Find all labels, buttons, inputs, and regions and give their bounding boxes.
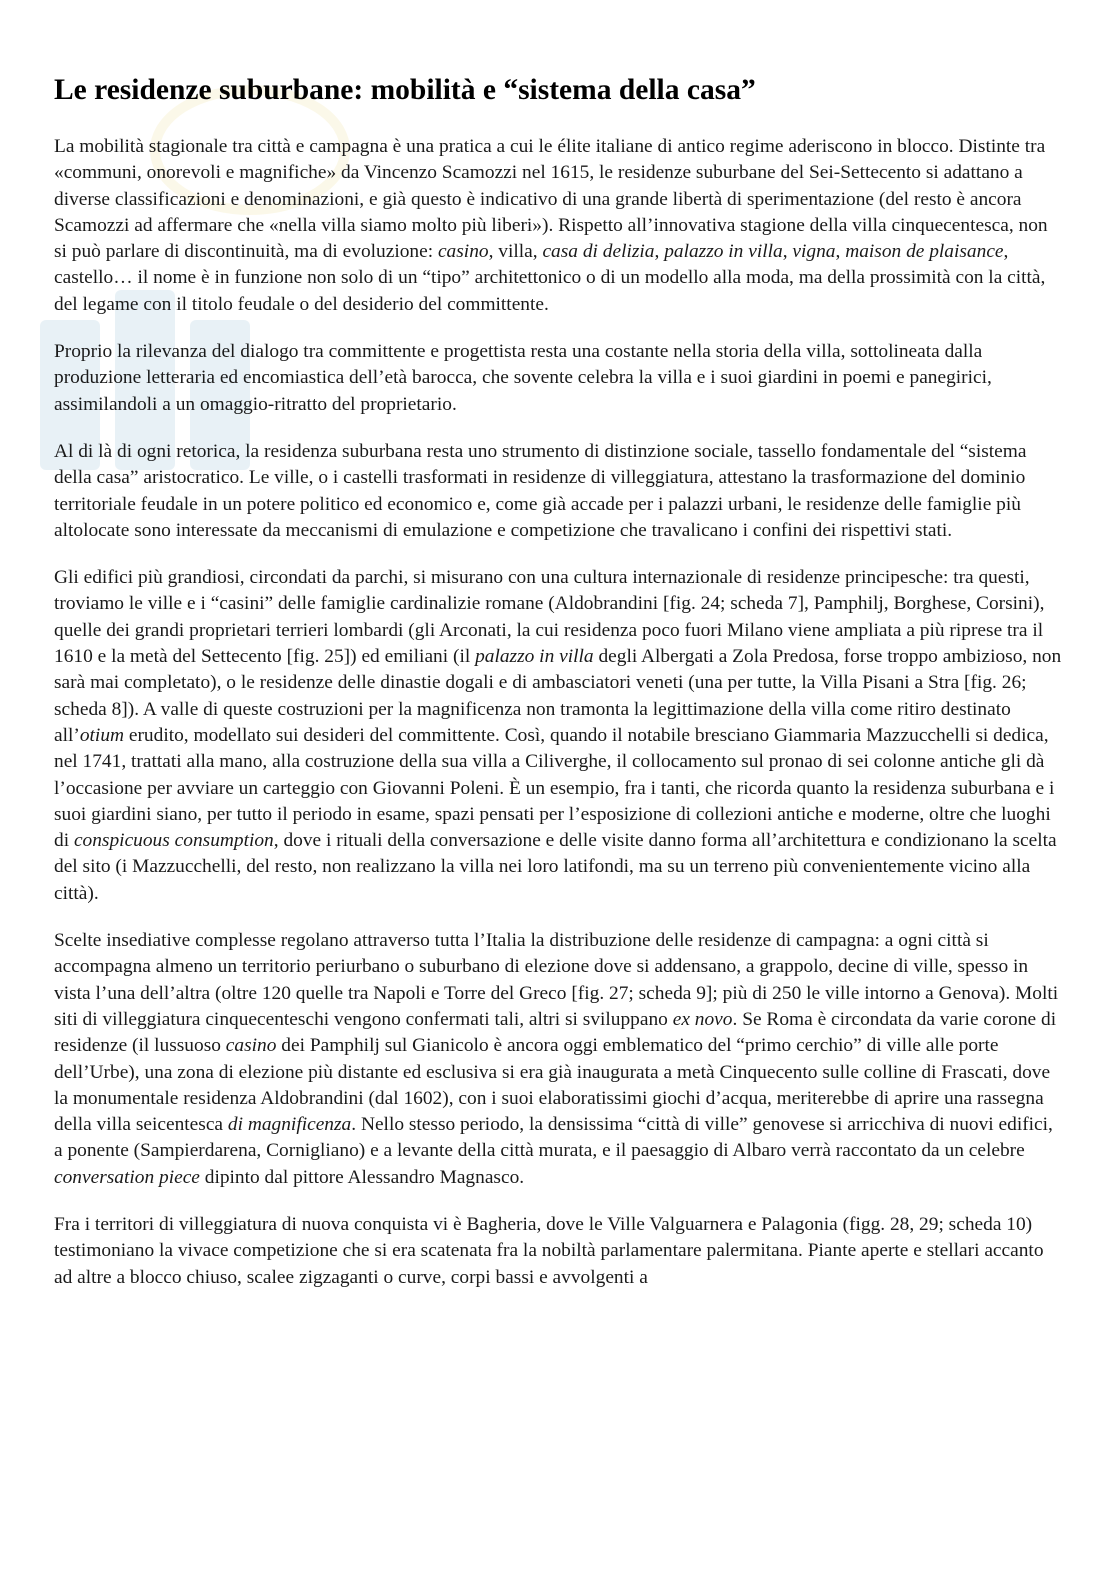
italic-run: casa di delizia <box>542 241 655 263</box>
text-run: La mobilità stagionale tra città e campagna è una pratica a cui le élite italiane di antico regime aderiscono in blocco. Distinte tra «communi, onorevoli e magnifiche» da Vincenzo Scamozzi nel 1615, le residenze suburbane del Sei-Settecento si adattano a diverse classificazioni e denominazioni, e già questo è indicativo di una grande libertà di sperimentazione (del resto è ancora Scamozzi ad affermare che «nella villa siamo molto più liberi»). Rispetto all’innovativa stagione della villa cinquecentesca, non si può parlare di discontinuità, ma di evoluzione: <box>54 136 1048 263</box>
text-run: , dove i rituali della conversazione e delle visite danno forma all’architettura e condizionano la scelta del sito (i Mazzucchelli, del resto, non realizzano la villa nei loro latifondi, ma su un terreno più convenientemente vicino alla città). <box>54 830 1057 904</box>
text-run: Gli edifici più grandiosi, circondati da parchi, si misurano con una cultura internazionale di residenze principesche: tra questi, troviamo le ville e i “casini” delle famiglie cardinalizie romane (Aldobrandini [fig. 24; scheda 7], Pamphilj, Borghese, Corsini), quelle dei grandi proprietari terrieri lombardi (gli Arconati, la cui residenza poco fuori Milano viene ampliata a più riprese tra il 1610 e la metà del Settecento [fig. 25]) ed emiliani (il <box>54 567 1045 668</box>
paragraph <box>54 1212 1064 1291</box>
text-run: , <box>654 241 665 263</box>
italic-run: di magnificenza <box>227 1114 352 1136</box>
text-run: Scelte insediative complesse regolano attraverso tutta l’Italia la distribuzione delle residenze di campagna: a ogni città si accompagna almeno un territorio periurbano o suburbano di elezione dove si addensano, a grappolo, decine di ville, spesso in vista l’una dell’altra (oltre 120 quelle tra Napoli e Torre del Greco [fig. 27; scheda 9]; più di 250 le ville intorno a Genova). Molti siti di villeggiatura cinquecenteschi vengono confermati tali, altri si sviluppano <box>54 930 1059 1030</box>
text-run: Proprio la rilevanza del dialogo tra committente e progettista resta una costante nella storia della villa, sottolineata dalla produzione letteraria ed encomiastica dell’età barocca, che sovente celebra la villa e i suoi giardini in poemi e panegirici, assimilandoli a un omaggio-ritratto del proprietario. <box>54 341 992 415</box>
italic-run: conspicuous consumption <box>73 830 274 852</box>
page-title: Le residenze suburbane: mobilità e “sistema della casa” <box>54 74 756 106</box>
italic-run: palazzo in villa <box>664 241 783 263</box>
italic-run: casino <box>225 1035 277 1057</box>
text-run: Al di là di ogni retorica, la residenza suburbana resta uno strumento di distinzione sociale, tassello fondamentale del “sistema della casa” aristocratico. Le ville, o i castelli trasformati in residenze di villeggiatura, attestano la trasformazione del dominio territoriale feudale in un potere politico ed economico e, come già accade per i palazzi urbani, le residenze delle famiglie più altolocate sono interessate da meccanismi di emulazione e competizione che travalicano i confini dei rispettivi stati. <box>54 440 1027 541</box>
text-run: . Se Roma è circondata da varie corone di residenze (il lussuoso <box>54 1008 1057 1057</box>
text-run: , <box>782 241 793 263</box>
text-run: , villa, <box>488 241 543 263</box>
italic-run: otium <box>79 724 125 746</box>
paragraph <box>54 439 1064 544</box>
text-run: Fra i territori di villeggiatura di nuova conquista vi è Bagheria, dove le Ville Valguarnera e Palagonia (figg. 28, 29; scheda 10) testimoniano la vivace competizione che si era scatenata fra la nobiltà parlamentare palermitana. Piante aperte e stellari accanto ad altre a blocco chiuso, scalee zigzaganti o curve, corpi bassi e avvolgenti a <box>54 1213 1044 1288</box>
text-run: erudito, modellato sui desideri del committente. Così, quando il notabile bresciano Giammaria Mazzucchelli si dedica, nel 1741, trattati alla mano, alla costruzione della sua villa a Ciliverghe, il collocamento sul pronao di sei colonne antiche gli dà l’occasione per avviare un carteggio con Giovanni Poleni. È un esempio, fra i tanti, che ricorda quanto la residenza suburbana e i suoi giardini siano, per tutto il periodo in esame, spazi pensati per l’esposizione di collezioni antiche e moderne, oltre che luoghi di <box>54 724 1055 852</box>
paragraph <box>54 928 1064 1191</box>
text-run: , <box>835 241 846 263</box>
italic-run: ex novo <box>672 1008 733 1030</box>
italic-run: casino <box>437 241 489 263</box>
italic-run: conversation piece <box>54 1166 200 1188</box>
text-run: . Nello stesso periodo, la densissima “città di ville” genovese si arricchiva di nuovi edifici, a ponente (Sampierdarena, Cornigliano) e a levante della città murata, e il paesaggio di Albaro verrà raccontato da un celebre <box>54 1114 1053 1162</box>
text-run: degli Albergati a Zola Predosa, forse troppo ambizioso, non sarà mai completato), o le residenze delle dinastie dogali e di ambasciatori veneti (una per tutte, la Villa Pisani a Stra [fig. 26; scheda 8]). A valle di queste costruzioni per la magnificenza non tramonta la legittimazione della villa come ritiro destinato all’ <box>54 646 1062 746</box>
italic-run: palazzo in villa <box>475 646 594 668</box>
paragraph <box>54 565 1064 907</box>
document-page <box>54 72 1064 1312</box>
text-run: dei Pamphilj sul Gianicolo è ancora oggi emblematico del “primo cerchio” di ville alle porte dell’Urbe), una zona di elezione più distante ed esclusiva si era già inaugurata a metà Cinquecento sulle colline di Frascati, dove la monumentale residenza Aldobrandini (dal 1602), con i suoi elaboratissimi giochi d’acqua, meriterebbe di aprire una rassegna della villa seicentesca <box>54 1035 1051 1136</box>
body-text <box>54 134 1064 1291</box>
text-run: , castello… il nome è in funzione non solo di un “tipo” architettonico o di un modello alla moda, ma della prossimità con la città, del legame con il titolo feudale o del desiderio del committente. <box>54 241 1046 315</box>
paragraph <box>54 134 1064 318</box>
text-run: dipinto dal pittore Alessandro Magnasco. <box>199 1166 525 1188</box>
italic-run: vigna <box>792 241 836 263</box>
italic-run: maison de plaisance <box>845 241 1004 263</box>
paragraph <box>54 339 1064 418</box>
